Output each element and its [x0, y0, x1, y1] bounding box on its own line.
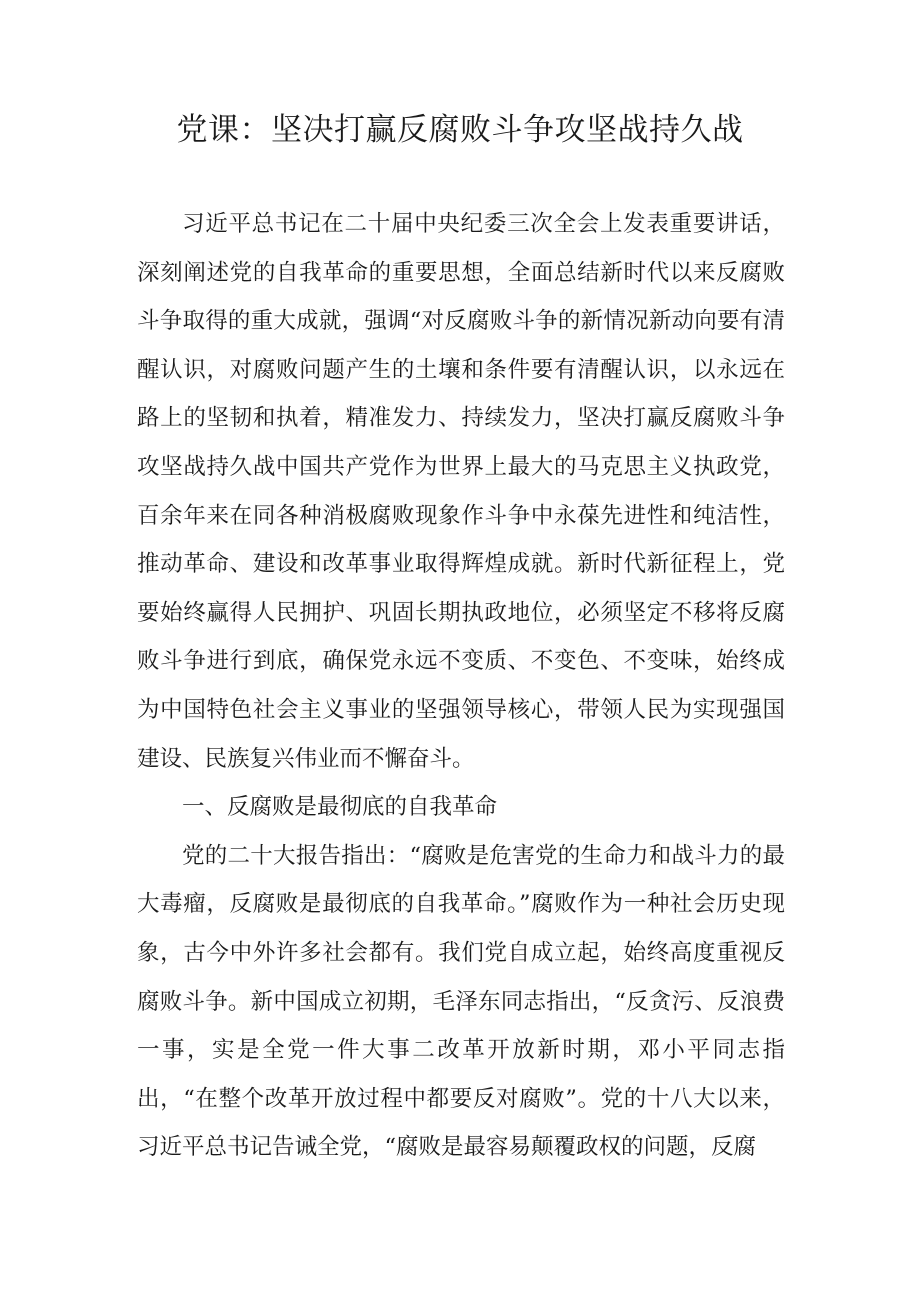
document-body: [137, 200, 785, 1172]
paragraph-section-1: 党的二十大报告指出：“腐败是危害党的生命力和战斗力的最大毒瘤，反腐败是最彻底的自我革命。”腐败作为一种社会历史现象，古今中外许多社会都有。我们党自成立起，始终高度重视反腐败斗争。新中国成立初期，毛泽东同志指出，“反贪污、反浪费一事，实是全党一件大事二改革开放新时期，邓小平同志指出，“在整个改革开放过程中都要反对腐败”。党的十八大以来，习近平总书记告诫全党，“腐败是最容易颠覆政权的问题，反腐: [137, 842, 785, 1161]
section-heading-1: 一、反腐败是最彻底的自我革命: [182, 794, 498, 821]
document-title: 党课：坚决打赢反腐败斗争攻坚战持久战: [176, 112, 744, 148]
paragraph-intro: 习近平总书记在二十届中央纪委三次全会上发表重要讲话，深刻阐述党的自我革命的重要思想，全面总结新时代以来反腐败斗争取得的重大成就，强调“对反腐败斗争的新情况新动向要有清醒认识，对腐败问题产生的土壤和条件要有清醒认识，以永远在路上的坚韧和执着，精准发力、持续发力，坚决打赢反腐败斗争攻坚战持久战中国共产党作为世界上最大的马克思主义执政党，百余年来在同各种消极腐败现象作斗争中永葆先进性和纯洁性，推动革命、建设和改革事业取得辉煌成就。新时代新征程上，党要始终赢得人民拥护、巩固长期执政地位，必须坚定不移将反腐败斗争进行到底，确保党永远不变质、不变色、不变味，始终成为中国特色社会主义事业的坚强领导核心，带领人民为实现强国建设、民族复兴伟业而不懈奋斗。: [137, 211, 785, 772]
